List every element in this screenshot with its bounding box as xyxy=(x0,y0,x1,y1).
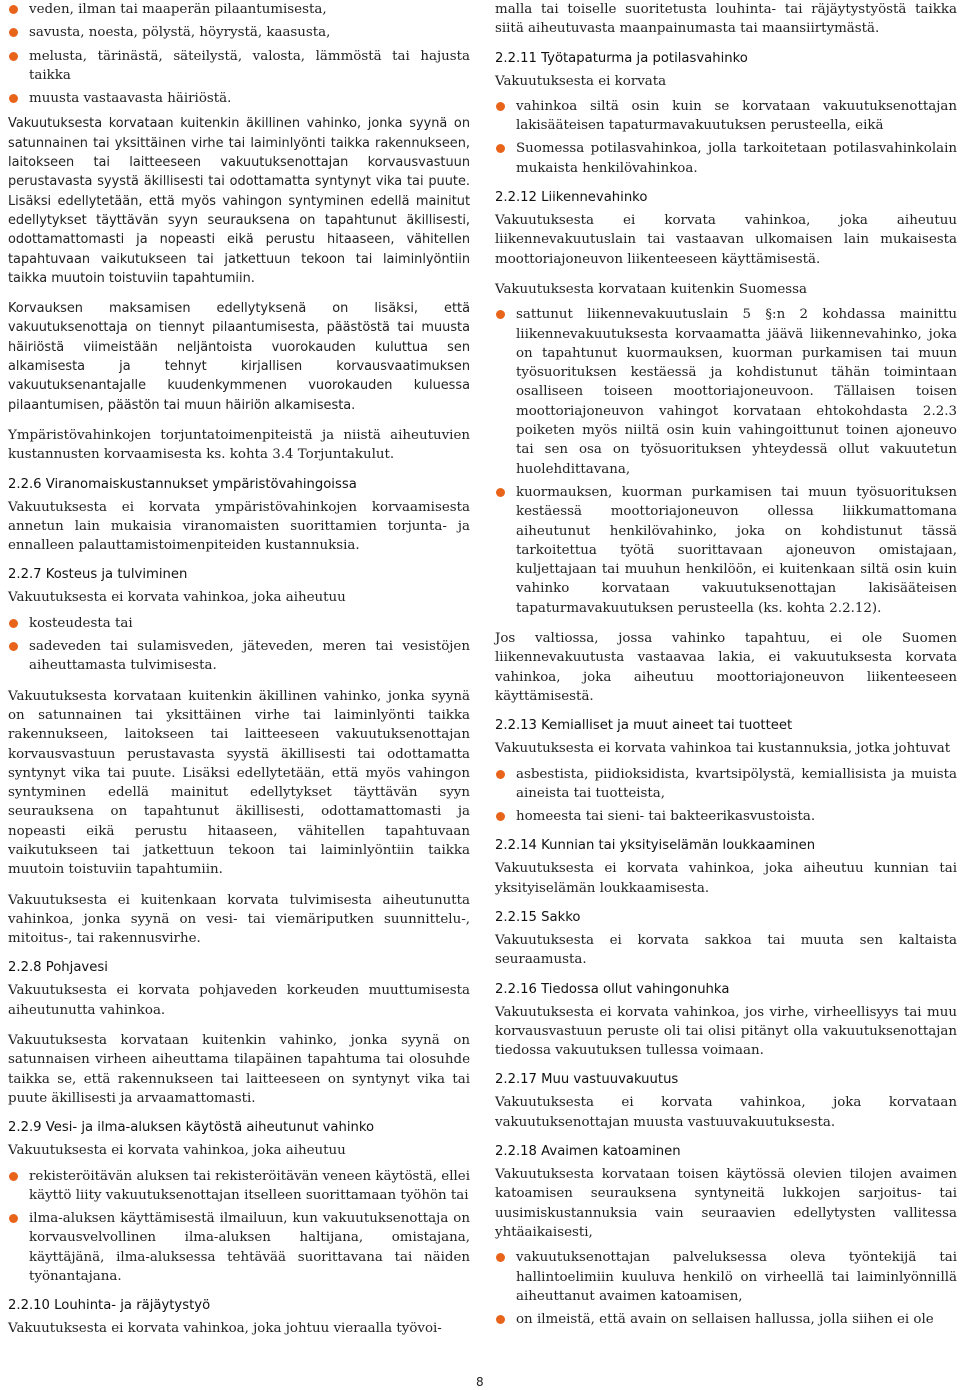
paragraph-2-2-8-b: Vakuutuksesta korvataan kuitenkin vahinko, jonka syynä on satunnaisen virheen aiheuttama tilapäinen tapahtuma tai olosuhde taikka se, että rakennukseen tai laitteeseen on syntynyt vika tai puute äkillisesti ja arvaamattomasti. xyxy=(8,1033,470,1106)
paragraph-2-2-12-foreign: Jos valtiossa, jossa vahinko tapahtuu, ei ole Suomen liikennevakuutusta vastaavaa lakia, ei vakuutuksesta korvata vahinkoa, joka aiheutuu moottoriajoneuvon liikenteeseen käyttämisestä. xyxy=(495,631,957,704)
list-item: melusta, tärinästä, säteilystä, valosta, lämmöstä tai hajusta taikka xyxy=(8,47,470,86)
list-item: rekisteröitävän aluksen tai rekisteröitävän veneen käytöstä, ellei käyttö liity vakuutuksenottajan itselleen suorittamaan työhön tai xyxy=(8,1167,470,1206)
page-number: 8 xyxy=(476,1375,484,1389)
paragraph-2-2-13-intro: Vakuutuksesta ei korvata vahinkoa tai kustannuksia, jotka johtuvat xyxy=(495,741,951,757)
bullet-list-2-2-18 xyxy=(495,1248,957,1329)
paragraph-environmental-measures: Ympäristövahinkojen torjuntatoimenpiteistä ja niistä aiheutuvien kustannusten korvaamisesta ks. kohta 3.4 Torjuntakulut. xyxy=(8,427,470,463)
list-item: sattunut liikennevakuutuslain 5 §:n 2 kohdassa mainittu liikennevakuutuksesta korvaamatta jäävä liikennevahinko, joka on tapahtunut kuormauksen, kuorman purkamisen tai muun työsuorituksen kestäessä ja kohdistunut tähän toimintaan osalliseen toiseen moottoriajoneuvoon. Tällaisen toisen moottoriajoneuvon vahingot korvataan ehtokohdasta 2.2.3 poiketen myös niiltä osin kuin vahingoittunut toinen ajoneuvo tai sen osa on työsuorituksen yhteydessä ollut vakuutetun huolehdittavana, xyxy=(495,305,957,479)
list-item: vahinkoa siltä osin kuin se korvataan vakuutuksenottajan lakisääteisen tapaturmavakuutuksen perusteella, eikä xyxy=(495,97,957,136)
paragraph-2-2-17: Vakuutuksesta ei korvata vahinkoa, joka korvataan vakuutuksenottajan muusta vastuuvakuutuksesta. xyxy=(495,1095,957,1130)
list-item: kosteudesta tai xyxy=(8,614,470,633)
heading-2-2-8: 2.2.8 Pohjavesi xyxy=(8,960,108,976)
bullet-list-2-2-11 xyxy=(495,97,957,178)
list-item: vakuutuksenottajan palveluksessa oleva työntekijä tai hallintoelimiin kuuluva henkilö on virheellä tai laiminlyönnillä aiheuttanut avaimen katoamisen, xyxy=(495,1248,957,1306)
paragraph-2-2-15: Vakuutuksesta ei korvata sakkoa tai muuta sen kaltaista seuraamusta. xyxy=(495,932,957,968)
paragraph-2-2-14: Vakuutuksesta ei korvata vahinkoa, joka aiheutuu kunnian tai yksityiselämän loukkaamisesta. xyxy=(495,861,957,896)
paragraph-flooding-exclusion: Vakuutuksesta ei kuitenkaan korvata tulvimisesta aiheutunutta vahinkoa, jonka syynä on vesi- tai viemäriputken suunnittelu-, mitoitus-, tai rakennusvirhe. xyxy=(8,892,470,947)
paragraph-2-2-12-intro: Vakuutuksesta korvataan kuitenkin Suomessa xyxy=(495,281,807,297)
list-item: asbestista, piidioksidista, kvartsipölystä, kemiallisista ja muista aineista tai tuotteista, xyxy=(495,765,957,804)
heading-2-2-14: 2.2.14 Kunnian tai yksityiselämän loukkaaminen xyxy=(495,838,816,854)
bullet-list-2-2-9 xyxy=(8,1167,470,1287)
paragraph-2-2-11-intro: Vakuutuksesta ei korvata xyxy=(495,73,667,89)
list-item: kuormauksen, kuorman purkamisen tai muun työsuorituksen kestäessä moottoriajoneuvon ollessa liikkumattomana aiheutunut henkilövahinko, joka on kohdistunut tässä tarkoitettua työtä suorittavaan ajoneuvon omistajaan, kuljettajaan tai muuhun henkilöön, ei kuitenkaan siltä osin kuin vahinko korvataan vakuutuksenottajan lakisääteisen tapaturmavakuutuksen perusteella (ks. kohta 2.2.12). xyxy=(495,483,957,618)
paragraph-compensation-condition: Korvauksen maksamisen edellytyksenä on lisäksi, että vakuutuksenottaja on tiennyt pilaantumisesta, päästöstä tai muusta häiriöstä viimeistään neljäntoista vuorokauden kuluttua sen alkamisesta ja tehnyt kirjallisen korvausvaatimuksen vakuutuksenantajalle kuudenkymmenen vuorokauden kuluessa pilaantumisen, päästön tai muun häiriön alkamisesta. xyxy=(8,301,470,413)
heading-2-2-18: 2.2.18 Avaimen katoaminen xyxy=(495,1144,681,1160)
heading-2-2-16: 2.2.16 Tiedossa ollut vahingonuhka xyxy=(495,981,730,997)
list-item: savusta, noesta, pölystä, höyrystä, kaasusta, xyxy=(8,23,470,42)
heading-2-2-17: 2.2.17 Muu vastuuvakuutus xyxy=(495,1072,679,1088)
heading-2-2-12: 2.2.12 Liikennevahinko xyxy=(495,190,648,206)
right-column xyxy=(495,0,957,1340)
bullet-list-2-2-13 xyxy=(495,765,957,827)
heading-2-2-13: 2.2.13 Kemialliset ja muut aineet tai tuotteet xyxy=(495,718,793,734)
paragraph-sudden-damage-2: Vakuutuksesta korvataan kuitenkin äkillinen vahinko, jonka syynä on satunnainen tai yksittäinen virhe tai laiminlyönti taikka rakennukseen, laitokseen tai laitteeseen vakuutuksenottajan korvausvastuun perustavasta syystä äkillisesti tai odottamatta syntynyt vika tai puute. Lisäksi edellytetään, että myös vahingon syntyminen edellä mainitut edellytykset täyttävän syyn seurauksena on tapahtunut äkillisesti, odottamattomasti ja nopeasti eikä perustu hitaaseen, vähitellen tapahtuvaan vaikutukseen tai jatkettuun tekoon tai laiminlyöntiin taikka muutoin toistuviin tapahtumiin. xyxy=(8,688,470,878)
paragraph-2-2-10: Vakuutuksesta ei korvata vahinkoa, joka johtuu vieraalla työvoi- xyxy=(8,1321,442,1337)
paragraph-2-2-18: Vakuutuksesta korvataan toisen käytössä olevien tilojen avaimen katoamisen seurauksena syntyneitä lukkojen sarjoitus- tai uusimiskustannuksia vain seuraavien edellytysten vallitessa yhtäaikaisesti, xyxy=(495,1167,957,1240)
bullet-list-2-2-7 xyxy=(8,614,470,676)
paragraph-2-2-16: Vakuutuksesta ei korvata vahinkoa, jos virhe, virheellisyys tai muu korvausvastuun peruste oli tai olisi pitänyt olla vakuutuksenottajan tiedossa vakuutuksen tullessa voimaan. xyxy=(495,1004,957,1059)
list-item: on ilmeistä, että avain on sellaisen hallussa, jolla siihen ei ole xyxy=(495,1310,957,1329)
bullet-list-2-2-12 xyxy=(495,305,957,618)
paragraph-continued: malla tai toiselle suoritetusta louhinta- tai räjäytystyöstä taikka siitä aiheutuvasta maanpainumasta tai maansiirtymästä. xyxy=(495,2,957,37)
paragraph-2-2-12: Vakuutuksesta ei korvata vahinkoa, joka aiheutuu liikennevakuutuslain tai vastaavan ulkomaisen lain mukaisesta moottoriajoneuvon liikenteeseen käyttämisestä. xyxy=(495,213,957,267)
paragraph-2-2-8: Vakuutuksesta ei korvata pohjaveden korkeuden muuttumisesta aiheutunutta vahinkoa. xyxy=(8,983,470,1018)
list-item: veden, ilman tai maaperän pilaantumisesta, xyxy=(8,0,470,19)
left-column xyxy=(8,0,470,1350)
paragraph-2-2-6: Vakuutuksesta ei korvata ympäristövahinkojen korvaamisesta annetun lain mukaisia viranomaisten suorittamien torjunta- ja ennalleen palauttamistoimenpiteiden kustannuksia. xyxy=(8,499,470,554)
bullet-list-pollution xyxy=(8,0,470,108)
paragraph-sudden-damage: Vakuutuksesta korvataan kuitenkin äkillinen vahinko, jonka syynä on satunnainen tai yksittäinen virhe tai laiminlyönti taikka rakennukseen, laitokseen tai laitteeseen vakuutuksenottajan korvausvastuun perustavasta syystä äkillisesti tai odottamatta syntynyt vika tai puute. Lisäksi edellytetään, että myös vahingon syntyminen edellä mainitut edellytykset täyttävän syyn seurauksena on tapahtunut äkillisesti, odottamattomasti ja nopeasti eikä perustu hitaaseen, vähitellen tapahtuvaan vaikutukseen tai jatkettuun tekoon tai laiminlyöntiin taikka muutoin toistuviin tapahtumiin. xyxy=(8,116,470,286)
heading-2-2-9: 2.2.9 Vesi- ja ilma-aluksen käytöstä aiheutunut vahinko xyxy=(8,1120,375,1136)
list-item: muusta vastaavasta häiriöstä. xyxy=(8,89,470,108)
heading-2-2-10: 2.2.10 Louhinta- ja räjäytystyö xyxy=(8,1298,211,1314)
list-item: ilma-aluksen käyttämisestä ilmailuun, kun vakuutuksenottaja on korvausvelvollinen ilma-aluksen haltijana, omistajana, käyttäjänä, ilma-aluksessa tehtävää suorittavana tai näiden työnantajana. xyxy=(8,1209,470,1286)
list-item: sadeveden tai sulamisveden, jäteveden, meren tai vesistöjen aiheuttamasta tulvimisesta. xyxy=(8,637,470,676)
paragraph-2-2-7-intro: Vakuutuksesta ei korvata vahinkoa, joka aiheutuu xyxy=(8,590,346,606)
heading-2-2-11: 2.2.11 Työtapaturma ja potilasvahinko xyxy=(495,50,748,66)
heading-2-2-15: 2.2.15 Sakko xyxy=(495,909,581,925)
heading-2-2-7: 2.2.7 Kosteus ja tulviminen xyxy=(8,567,188,583)
paragraph-2-2-9-intro: Vakuutuksesta ei korvata vahinkoa, joka aiheutuu xyxy=(8,1143,346,1159)
list-item: homeesta tai sieni- tai bakteerikasvustoista. xyxy=(495,807,957,826)
heading-2-2-6: 2.2.6 Viranomaiskustannukset ympäristövahingoissa xyxy=(8,476,357,492)
list-item: Suomessa potilasvahinkoa, jolla tarkoitetaan potilasvahinkolain mukaista henkilövahinkoa. xyxy=(495,139,957,178)
